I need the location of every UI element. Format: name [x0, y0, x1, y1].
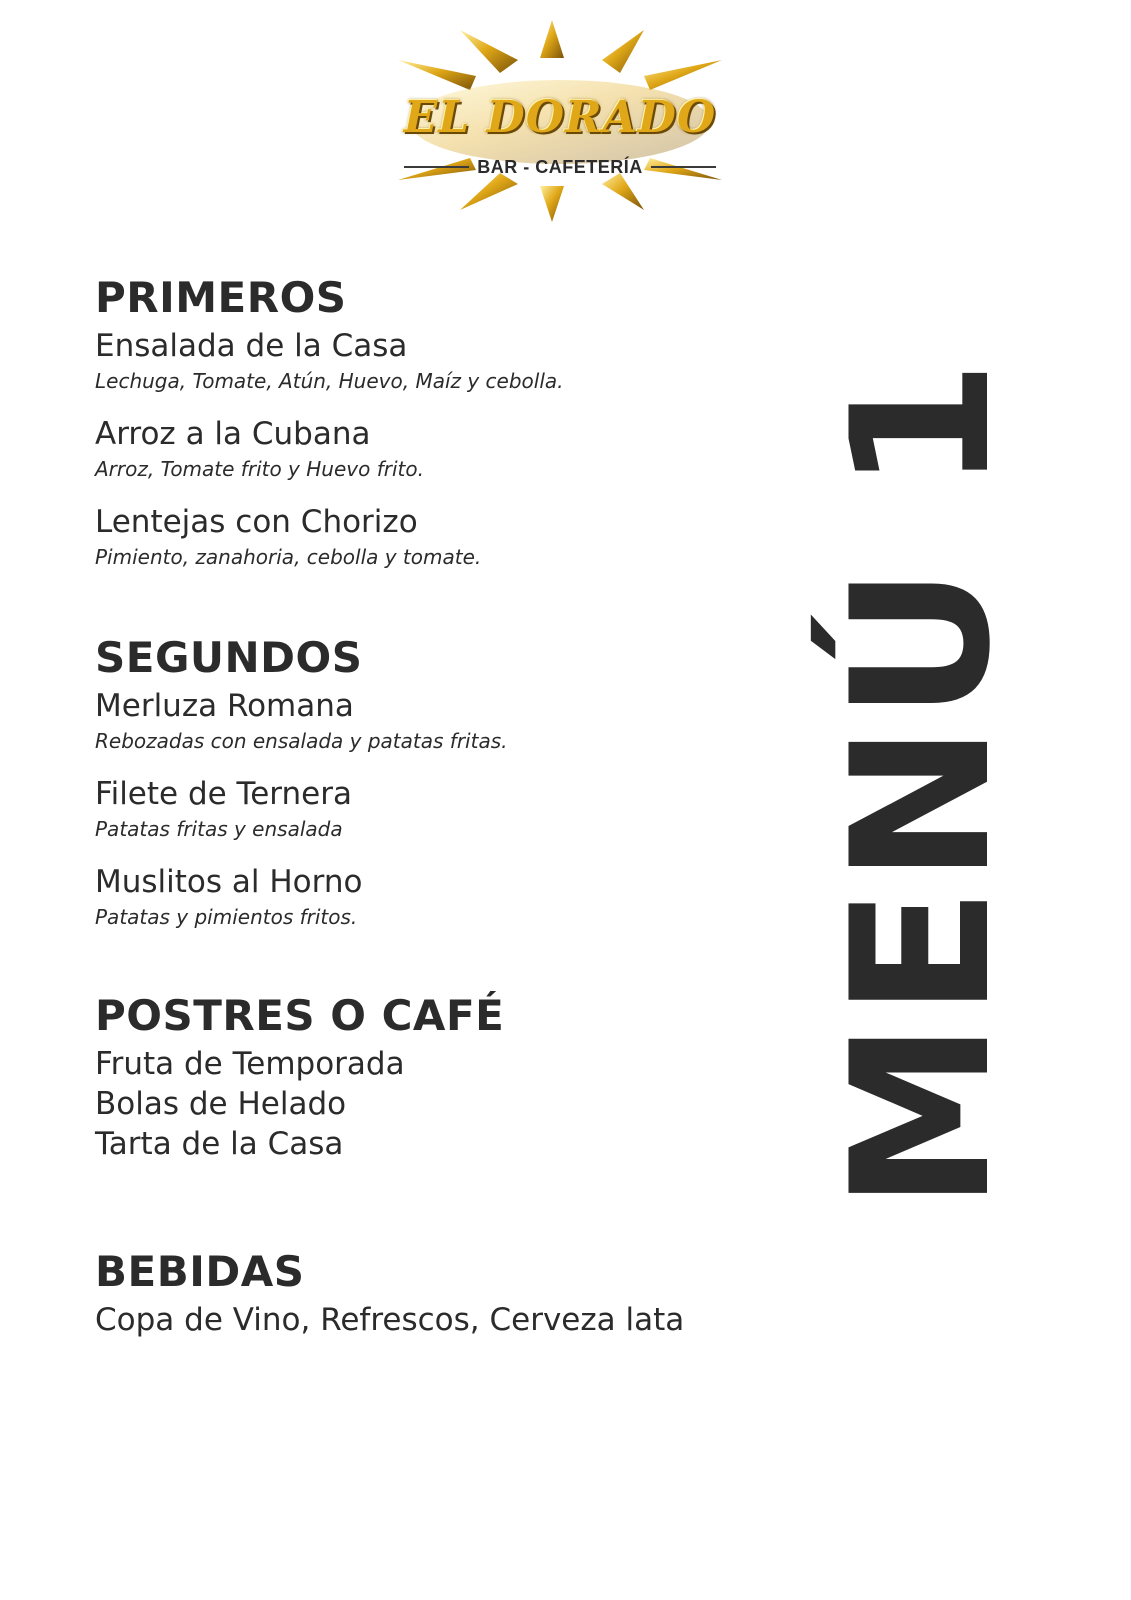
dish-name: Ensalada de la Casa	[95, 328, 408, 364]
section-postres	[95, 988, 504, 1164]
dish-item	[95, 686, 507, 756]
drinks-item: Copa de Vino, Refrescos, Cerveza lata	[95, 1302, 685, 1338]
dish-item	[95, 502, 564, 572]
dessert-item: Fruta de Temporada	[95, 1046, 405, 1082]
logo-title: EL DORADO	[403, 92, 717, 143]
logo-subtitle: BAR - CAFETERÍA	[477, 156, 643, 177]
dish-name: Muslitos al Horno	[95, 864, 363, 900]
divider-right	[651, 166, 716, 168]
dish-description: Lechuga, Tomate, Atún, Huevo, Maíz y cebolla.	[95, 369, 564, 393]
dish-item	[95, 862, 507, 932]
section-title-bebidas: BEBIDAS	[95, 1247, 305, 1296]
dessert-item: Bolas de Helado	[95, 1086, 347, 1122]
dish-name: Lentejas con Chorizo	[95, 504, 418, 540]
dish-description: Pimiento, zanahoria, cebolla y tomate.	[95, 545, 482, 569]
section-title-primeros: PRIMEROS	[95, 273, 347, 322]
dish-name: Filete de Ternera	[95, 776, 352, 812]
dessert-item: Tarta de la Casa	[95, 1126, 344, 1162]
dish-description: Arroz, Tomate frito y Huevo frito.	[95, 457, 424, 481]
logo-subtitle-row	[404, 156, 716, 178]
dish-name: Merluza Romana	[95, 688, 354, 724]
section-segundos	[95, 630, 507, 950]
dish-description: Patatas y pimientos fritos.	[95, 905, 358, 929]
dish-description: Rebozadas con ensalada y patatas fritas.	[95, 729, 508, 753]
section-title-segundos: SEGUNDOS	[95, 633, 363, 682]
dish-item	[95, 414, 564, 484]
section-title-postres: POSTRES O CAFÉ	[95, 991, 505, 1040]
dish-description: Patatas fritas y ensalada	[95, 817, 343, 841]
dish-item	[95, 326, 564, 396]
section-bebidas	[95, 1244, 684, 1340]
logo	[390, 18, 730, 226]
dish-name: Arroz a la Cubana	[95, 416, 371, 452]
menu-number-title: MENÚ 1	[811, 355, 1032, 1211]
divider-left	[404, 166, 469, 168]
section-primeros	[95, 270, 564, 590]
dish-item	[95, 774, 507, 844]
